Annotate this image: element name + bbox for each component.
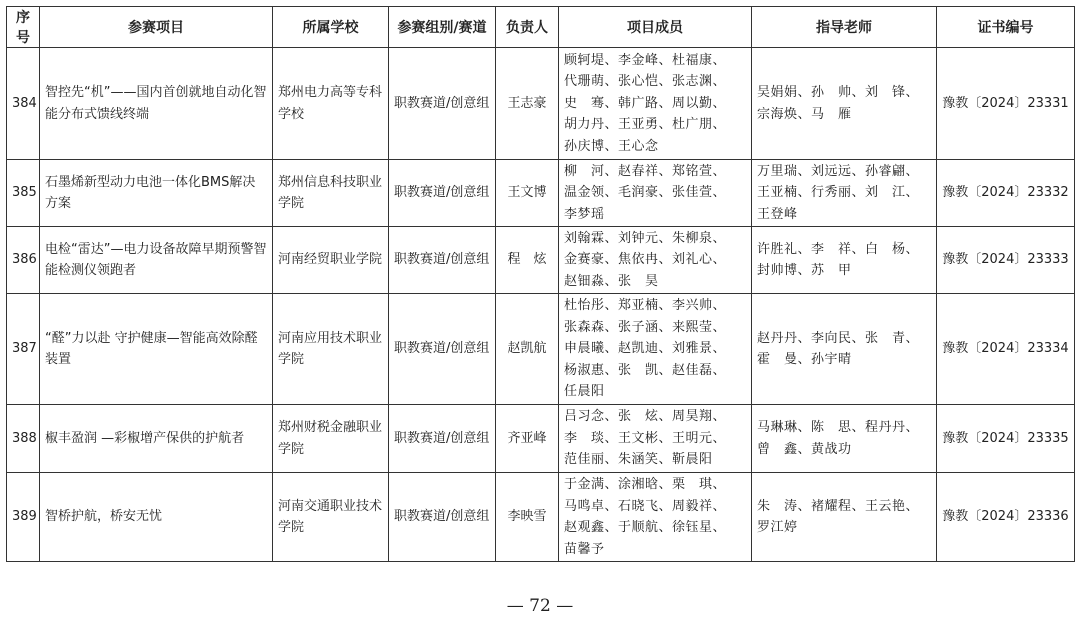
member-line: 柳 河、赵春祥、郑铭萱、 <box>564 163 727 179</box>
cell-project: 石墨烯新型动力电池一体化BMS解决方案 <box>40 160 273 227</box>
cell-teachers <box>752 473 937 562</box>
cell-school: 郑州财税金融职业学院 <box>273 405 389 473</box>
cell-track: 职教赛道/创意组 <box>389 405 496 473</box>
member-line: 赵观鑫、于顺航、徐钰星、 <box>564 520 727 535</box>
cell-school: 河南经贸职业学院 <box>273 227 389 294</box>
table-row <box>7 160 1075 227</box>
member-line: 苗馨予 <box>564 541 605 557</box>
teacher-line: 朱 涛、褚耀程、王云艳、 <box>757 498 920 514</box>
header-lead: 负责人 <box>496 7 559 48</box>
member-line: 任晨阳 <box>564 384 605 400</box>
member-line: 范佳丽、朱涵笑、靳晨阳 <box>564 452 713 468</box>
table-row <box>7 227 1075 294</box>
cell-track: 职教赛道/创意组 <box>389 227 496 294</box>
member-line: 刘翰霖、刘钟元、朱柳泉、 <box>564 230 727 246</box>
teacher-line: 罗江婷 <box>757 520 798 535</box>
member-line: 杨淑惠、张 凯、赵佳磊、 <box>564 362 727 378</box>
teacher-line: 许胜礼、李 祥、白 杨、 <box>757 241 920 257</box>
member-line: 杜怡彤、郑亚楠、李兴帅、 <box>564 298 727 314</box>
cell-teachers <box>752 160 937 227</box>
cell-cert: 豫教〔2024〕23334 <box>937 294 1075 405</box>
cell-members <box>559 294 752 405</box>
member-line: 金赛豪、焦依冉、刘礼心、 <box>564 252 727 268</box>
teacher-line: 马琳琳、陈 思、程丹丹、 <box>757 420 920 435</box>
teacher-line: 曾 鑫、黄战功 <box>757 441 852 457</box>
table-row <box>7 405 1075 473</box>
cell-no: 387 <box>7 294 40 405</box>
cell-cert: 豫教〔2024〕23336 <box>937 473 1075 562</box>
cell-teachers <box>752 48 937 160</box>
cell-school: 郑州信息科技职业学院 <box>273 160 389 227</box>
member-line: 温金领、毛润豪、张佳萱、 <box>564 185 727 201</box>
cell-lead: 王志豪 <box>496 48 559 160</box>
cell-cert: 豫教〔2024〕23335 <box>937 405 1075 473</box>
teacher-line: 宗海焕、马 雁 <box>757 106 852 122</box>
cell-members <box>559 473 752 562</box>
cell-no: 386 <box>7 227 40 294</box>
cell-teachers <box>752 294 937 405</box>
member-line: 李梦瑶 <box>564 206 605 222</box>
cell-cert: 豫教〔2024〕23332 <box>937 160 1075 227</box>
cell-cert: 豫教〔2024〕23331 <box>937 48 1075 160</box>
member-line: 赵钿淼、张 昊 <box>564 273 659 289</box>
cell-track: 职教赛道/创意组 <box>389 294 496 405</box>
cell-project: 智控先“机”——国内首创就地自动化智能分布式馈线终端 <box>40 48 273 160</box>
page-number: — 72 — <box>506 596 574 616</box>
header-teachers: 指导老师 <box>752 7 937 48</box>
teacher-line: 王登峰 <box>757 206 798 222</box>
cell-track: 职教赛道/创意组 <box>389 48 496 160</box>
cell-no: 384 <box>7 48 40 160</box>
cell-members <box>559 48 752 160</box>
cell-school: 郑州电力高等专科学校 <box>273 48 389 160</box>
cell-project: 智桥护航，桥安无忧 <box>40 473 273 562</box>
teacher-line: 封帅博、苏 甲 <box>757 263 852 278</box>
cell-teachers <box>752 227 937 294</box>
cell-members <box>559 405 752 473</box>
member-line: 胡力丹、王亚勇、杜广朋、 <box>564 117 727 133</box>
table-row <box>7 473 1075 562</box>
header-members: 项目成员 <box>559 7 752 48</box>
cell-lead: 李映雪 <box>496 473 559 562</box>
cell-project: “醛”力以赴 守护健康—智能高效除醛装置 <box>40 294 273 405</box>
header-no: 序号 <box>7 7 40 48</box>
cell-members <box>559 160 752 227</box>
cell-members <box>559 227 752 294</box>
header-school: 所属学校 <box>273 7 389 48</box>
cell-project: 椒丰盈润 —彩椒增产保供的护航者 <box>40 405 273 473</box>
cell-cert: 豫教〔2024〕23333 <box>937 227 1075 294</box>
teacher-line: 万里瑞、刘远远、孙睿翩、 <box>757 163 920 179</box>
cell-project: 电检“雷达”—电力设备故障早期预警智能检测仪领跑者 <box>40 227 273 294</box>
header-project: 参赛项目 <box>40 7 273 48</box>
member-line: 顾轲堤、李金峰、杜福康、 <box>564 52 727 68</box>
teacher-line: 王亚楠、行秀丽、刘 江、 <box>757 185 920 201</box>
member-line: 史 骞、韩广路、周以勤、 <box>564 95 727 111</box>
cell-lead: 王文博 <box>496 160 559 227</box>
cell-no: 388 <box>7 405 40 473</box>
cell-no: 389 <box>7 473 40 562</box>
member-line: 代珊萌、张心恺、张志渊、 <box>564 74 727 90</box>
cell-lead: 赵凯航 <box>496 294 559 405</box>
cell-school: 河南应用技术职业学院 <box>273 294 389 405</box>
teacher-line: 赵丹丹、李向民、张 青、 <box>757 330 920 346</box>
cell-school: 河南交通职业技术学院 <box>273 473 389 562</box>
cell-lead: 齐亚峰 <box>496 405 559 473</box>
teacher-line: 吴娟娟、孙 帅、刘 锋、 <box>757 85 920 100</box>
cell-lead: 程 炫 <box>496 227 559 294</box>
cell-teachers <box>752 405 937 473</box>
cell-no: 385 <box>7 160 40 227</box>
member-line: 于金满、涂湘晗、栗 琪、 <box>564 477 727 492</box>
teacher-line: 霍 曼、孙宇晴 <box>757 352 852 367</box>
award-table <box>6 6 1075 562</box>
member-line: 李 琰、王文彬、王明元、 <box>564 430 727 446</box>
member-line: 孙庆博、王心念 <box>564 138 659 154</box>
cell-track: 职教赛道/创意组 <box>389 160 496 227</box>
member-line: 吕习念、张 炫、周昊翔、 <box>564 409 727 425</box>
member-line: 马鸣卓、石晓飞、周毅祥、 <box>564 498 727 514</box>
member-line: 申晨曦、赵凯迪、刘雅景、 <box>564 341 727 357</box>
header-track: 参赛组别/赛道 <box>389 7 496 48</box>
cell-track: 职教赛道/创意组 <box>389 473 496 562</box>
table-row <box>7 294 1075 405</box>
member-line: 张森森、张子涵、来熙莹、 <box>564 319 727 335</box>
header-cert: 证书编号 <box>937 7 1075 48</box>
table-header-row <box>7 7 1075 48</box>
table-row <box>7 48 1075 160</box>
